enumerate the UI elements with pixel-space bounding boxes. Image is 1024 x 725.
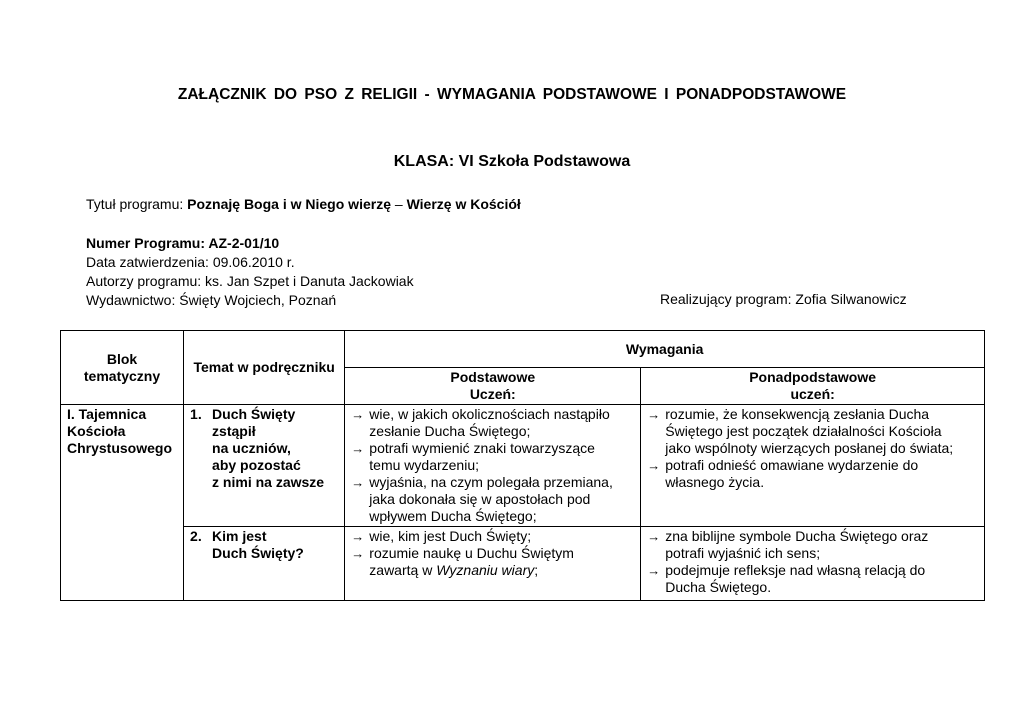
topic-cell: [184, 527, 345, 601]
block-cell: [61, 405, 184, 601]
advanced-cell: [641, 527, 985, 601]
header-advanced: Ponadpodstawowe uczeń:: [641, 368, 985, 405]
table-row: [61, 527, 985, 601]
basic-requirement: wyjaśnia, na czym polegała przemiana, jaka dokonała się w apostołach pod wpływem Ducha Świętego;: [369, 474, 613, 524]
list-item: [647, 406, 978, 457]
topic-title: Kim jest Duch Święty?: [212, 528, 304, 561]
topic-number: 2.: [190, 528, 202, 544]
header-block: Blok tematyczny: [61, 331, 184, 405]
arrow-icon: →: [647, 563, 661, 578]
advanced-requirement: zna biblijne symbole Ducha Świętego oraz potrafi wyjaśnić ich sens;: [665, 528, 929, 561]
list-item: [351, 474, 634, 525]
table-row: [61, 405, 985, 527]
header-topic: Temat w podręczniku: [184, 331, 345, 405]
creed-title: Wyznaniu wiary: [436, 562, 535, 578]
program-title-dash: –: [390, 196, 407, 212]
advanced-requirement: potrafi odnieść omawiane wydarzenie do własnego życia.: [665, 457, 919, 490]
list-item: [351, 545, 634, 579]
arrow-icon: →: [647, 529, 661, 544]
arrow-icon: →: [351, 546, 365, 561]
requirements-table: [60, 330, 985, 601]
arrow-icon: →: [351, 475, 365, 490]
program-title-part1: Poznaję Boga i w Niego wierzę: [187, 196, 391, 212]
basic-requirement: [369, 545, 574, 579]
requirement-text: rozumie naukę u Duchu Świętym zawartą w: [369, 545, 574, 578]
advanced-requirement: podejmuje refleksje nad własną relacją do Ducha Świętego.: [665, 562, 926, 595]
program-authors: Autorzy programu: ks. Jan Szpet i Danuta Jackowiak: [86, 273, 414, 289]
topic-title: Duch Święty zstąpił na uczniów, aby pozostać z nimi na zawsze: [212, 406, 325, 490]
list-item: [351, 406, 634, 440]
topic-number: 1.: [190, 406, 202, 422]
arrow-icon: →: [647, 407, 661, 422]
list-item: [647, 528, 978, 562]
basic-cell: [345, 527, 641, 601]
class-heading: KLASA: VI Szkoła Podstawowa: [393, 153, 631, 170]
arrow-icon: →: [351, 407, 365, 422]
program-title-line: [86, 195, 521, 214]
block-name: I. Tajemnica Kościoła Chrystusowego: [67, 406, 173, 456]
document-title: ZAŁĄCZNIK DO PSO Z RELIGII - WYMAGANIA PODSTAWOWE I PONADPODSTAWOWE: [177, 86, 847, 103]
program-number: Numer Programu: AZ-2-01/10: [86, 235, 280, 251]
list-item: [647, 562, 978, 596]
basic-requirement: wie, kim jest Duch Święty;: [369, 528, 532, 544]
requirement-text-end: ;: [534, 562, 539, 578]
arrow-icon: →: [351, 529, 365, 544]
topic-cell: [184, 405, 345, 527]
advanced-cell: [641, 405, 985, 527]
approval-date: Data zatwierdzenia: 09.06.2010 r.: [86, 254, 295, 270]
header-requirements: Wymagania: [345, 331, 985, 368]
publisher: Wydawnictwo: Święty Wojciech, Poznań: [86, 292, 337, 308]
basic-cell: [345, 405, 641, 527]
basic-requirement: potrafi wymienić znaki towarzyszące temu wydarzeniu;: [369, 440, 595, 473]
arrow-icon: →: [351, 441, 365, 456]
program-realizer: Realizujący program: Zofia Silwanowicz: [660, 291, 907, 307]
program-title-label: Tytuł programu:: [86, 196, 188, 212]
list-item: [351, 440, 634, 474]
basic-requirement: wie, w jakich okolicznościach nastąpiło zesłanie Ducha Świętego;: [369, 406, 610, 439]
advanced-requirement: rozumie, że konsekwencją zesłania Ducha Świętego jest początek działalności Kościoła jako wspólnoty wierzących posłanej do świata;: [665, 406, 954, 456]
list-item: [647, 457, 978, 491]
arrow-icon: →: [647, 458, 661, 473]
list-item: [351, 528, 634, 545]
header-basic: Podstawowe Uczeń:: [345, 368, 641, 405]
program-title-part2: Wierzę w Kościół: [406, 196, 521, 212]
